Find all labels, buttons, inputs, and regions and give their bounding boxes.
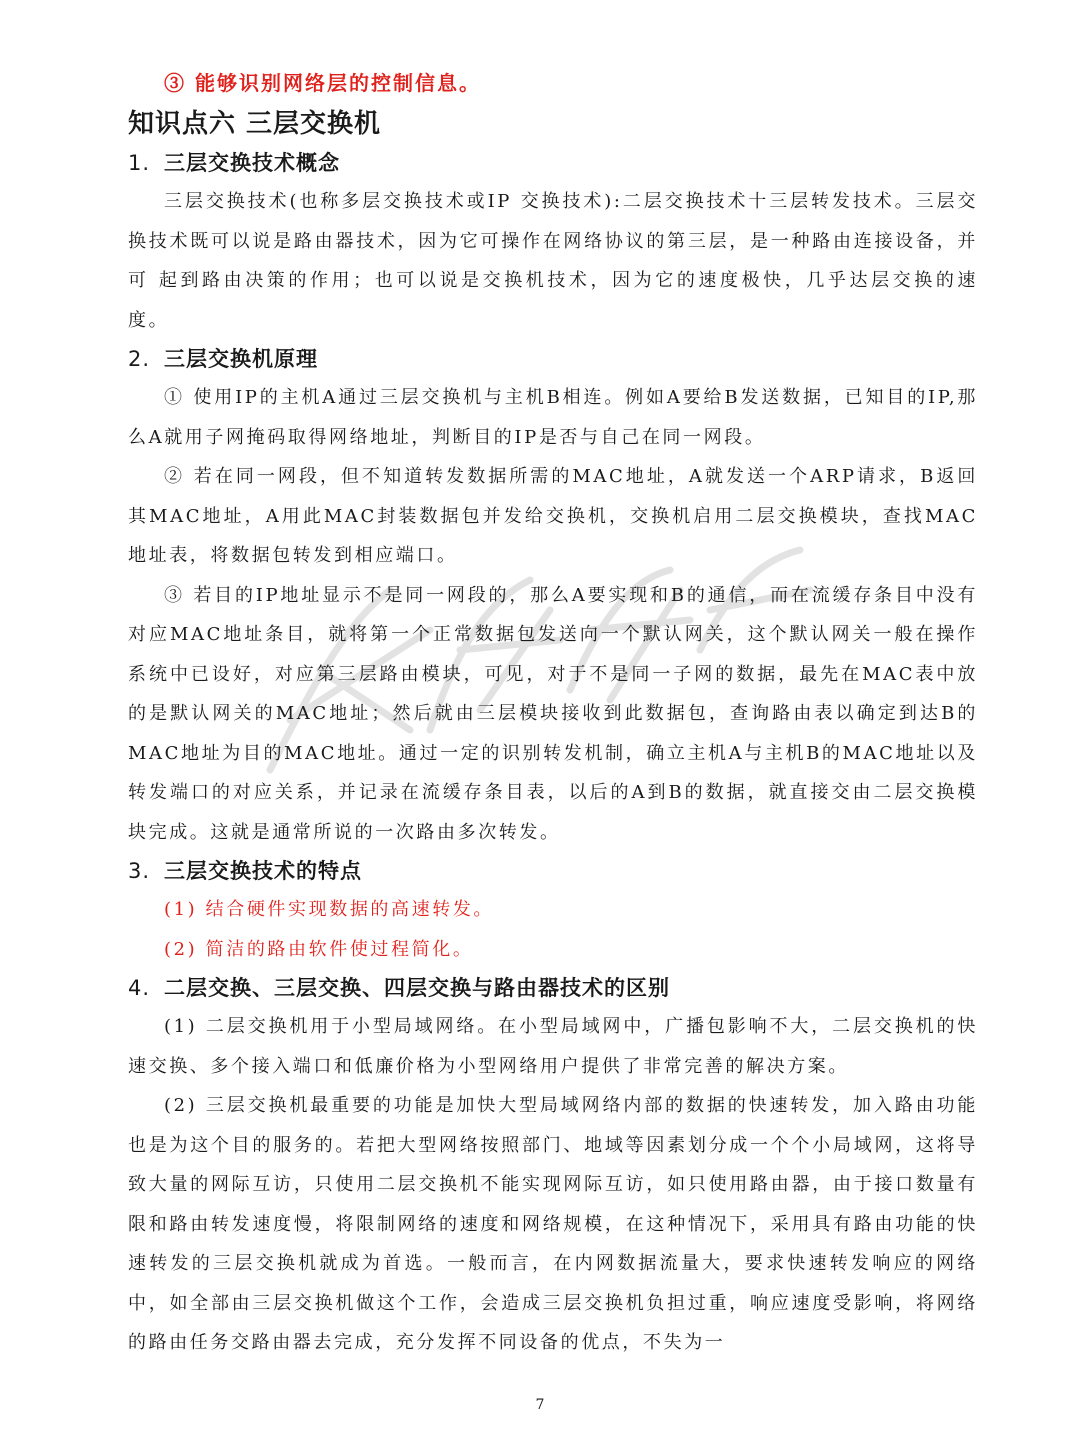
paragraph: (2) 三层交换机最重要的功能是加快大型局域网络内部的数据的快速转发，加入路由功能也是为这个目的服务的。若把大型网络按照部门、地域等因素划分成一个个小局域网，这将导致大量的网际互访，只使用二层交换机不能实现网际互访，如只使用路由器，由于接口数量有限和路由转发速度慢，将限制网络的速度和网络规模，在这种情况下，采用具有路由功能的快速转发的三层交换机就成为首选。一般而言，在内网数据流量大，要求快速转发响应的网络中，如全部由三层交换机做这个工作，会造成三层交换机负担过重，响应速度受影响，将网络的路由任务交路由器去完成，充分发挥不同设备的优点，不失为一 bbox=[128, 1095, 978, 1353]
subsection-heading-4 bbox=[128, 969, 978, 1007]
paragraph: ② 若在同一网段，但不知道转发数据所需的MAC地址，A就发送一个ARP请求，B返回其MAC地址，A用此MAC封装数据包并发给交换机，交换机启用二层交换模块，查找MAC地址表，将数据包转发到相应端口。 bbox=[128, 466, 978, 566]
subsection-title: 三层交换技术的特点 bbox=[164, 859, 362, 883]
paragraph: ③ 若目的IP地址显示不是同一网段的，那么A要实现和B的通信，而在流缓存条目中没有对应MAC地址条目，就将第一个正常数据包发送向一个默认网关，这个默认网关一般在操作系统中已设好，对应第三层路由模块，可见，对于不是同一子网的数据，最先在MAC表中放的是默认网关的MAC地址；然后就由三层模块接收到此数据包，查询路由表以确定到达B的MAC地址为目的MAC地址。通过一定的识别转发机制，确立主机A与主机B的MAC地址以及转发端口的对应关系，并记录在流缓存条目表，以后的A到B的数据，就直接交由二层交换模块完成。这就是通常所说的一次路由多次转发。 bbox=[128, 584, 978, 843]
section-title: 知识点六 三层交换机 bbox=[128, 109, 382, 139]
subsection-heading-2 bbox=[128, 340, 978, 378]
subsection-heading-1 bbox=[128, 144, 978, 182]
paragraph: 三层交换技术(也称多层交换技术或IP 交换技术):二层交换技术十三层转发技术。三层交 换技术既可以说是路由器技术，因为它可操作在网络协议的第三层，是一种路由连接设备，并可 起到路由决策的作用；也可以说是交换机技术，因为它的速度极快，几乎达层交换的速度。 bbox=[128, 191, 978, 331]
subsection-title: 三层交换技术概念 bbox=[164, 151, 340, 175]
feature-item: (1) 结合硬件实现数据的高速转发。 bbox=[164, 899, 495, 920]
subsection-number: 1. bbox=[128, 151, 151, 175]
paragraph: ① 使用IP的主机A通过三层交换机与主机B相连。例如A要给B发送数据，已知目的IP,那么A就用子网掩码取得网络地址，判断目的IP是否与自己在同一网段。 bbox=[128, 387, 978, 448]
paragraph: (1) 二层交换机用于小型局域网络。在小型局域网中，广播包影响不大，二层交换机的快速交换、多个接入端口和低廉价格为小型网络用户提供了非常完善的解决方案。 bbox=[128, 1016, 978, 1077]
subsection-number: 2. bbox=[128, 347, 151, 371]
subsection-title: 三层交换机原理 bbox=[164, 347, 318, 371]
subsection-number: 3. bbox=[128, 859, 151, 883]
subsection-title: 二层交换、三层交换、四层交换与路由器技术的区别 bbox=[164, 976, 670, 1000]
page-number: 7 bbox=[535, 1397, 545, 1413]
intro-red-item: ③ 能够识别网络层的控制信息。 bbox=[164, 71, 481, 95]
subsection-number: 4. bbox=[128, 976, 151, 1000]
page-content bbox=[128, 68, 978, 1363]
feature-item: (2) 简洁的路由软件使过程简化。 bbox=[164, 938, 474, 960]
subsection-heading-3 bbox=[128, 852, 978, 890]
